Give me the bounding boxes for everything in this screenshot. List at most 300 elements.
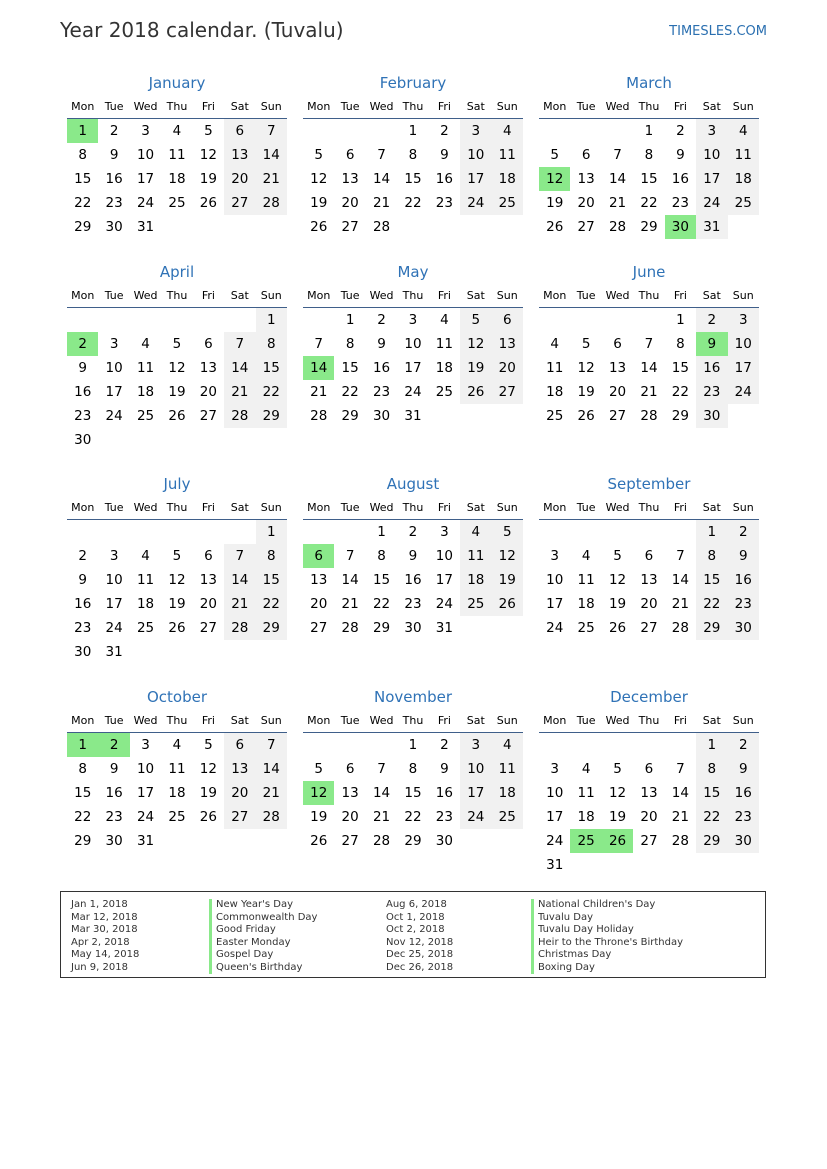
day-cell[interactable]: 19 <box>460 356 491 380</box>
day-cell[interactable]: 14 <box>256 143 287 167</box>
day-cell[interactable]: 15 <box>372 572 391 588</box>
day-cell[interactable]: 25 <box>435 384 453 400</box>
day-cell[interactable]: 14 <box>608 171 627 187</box>
day-cell[interactable]: 30 <box>74 644 92 660</box>
day-cell[interactable]: 30 <box>404 620 422 636</box>
day-cell[interactable]: 19 <box>310 809 328 825</box>
day-cell[interactable]: 26 <box>492 592 523 616</box>
day-cell[interactable]: 20 <box>199 596 217 612</box>
day-cell[interactable]: 9 <box>408 548 418 564</box>
day-cell[interactable]: 16 <box>74 384 92 400</box>
day-cell[interactable]: 2 <box>109 123 119 139</box>
day-cell[interactable]: 14 <box>640 360 658 376</box>
day-cell[interactable]: 20 <box>640 809 658 825</box>
day-cell[interactable]: 7 <box>377 147 386 163</box>
day-cell[interactable]: 19 <box>608 596 627 612</box>
day-cell[interactable]: 15 <box>404 171 422 187</box>
day-cell[interactable]: 29 <box>640 219 658 235</box>
day-cell[interactable]: 25 <box>136 620 155 636</box>
day-cell[interactable]: 10 <box>404 336 422 352</box>
day-cell[interactable]: 20 <box>224 781 255 805</box>
day-cell[interactable]: 27 <box>199 620 217 636</box>
day-cell[interactable]: 6 <box>581 147 591 163</box>
day-cell[interactable]: 12 <box>168 572 186 588</box>
holiday-day-cell[interactable]: 9 <box>696 332 727 356</box>
day-cell[interactable]: 18 <box>435 360 453 376</box>
day-cell[interactable]: 8 <box>408 147 418 163</box>
day-cell[interactable]: 11 <box>136 360 155 376</box>
day-cell[interactable]: 5 <box>460 308 491 332</box>
day-cell[interactable]: 3 <box>408 312 418 328</box>
day-cell[interactable]: 31 <box>696 215 727 239</box>
day-cell[interactable]: 28 <box>372 219 391 235</box>
day-cell[interactable]: 2 <box>728 733 759 757</box>
day-cell[interactable]: 28 <box>224 404 255 428</box>
day-cell[interactable]: 19 <box>577 384 595 400</box>
day-cell[interactable]: 30 <box>435 833 453 849</box>
day-cell[interactable]: 17 <box>105 596 123 612</box>
day-cell[interactable]: 13 <box>341 171 359 187</box>
day-cell[interactable]: 25 <box>728 191 759 215</box>
day-cell[interactable]: 30 <box>105 219 123 235</box>
day-cell[interactable]: 4 <box>581 761 591 777</box>
holiday-day-cell[interactable]: 2 <box>98 733 129 757</box>
day-cell[interactable]: 4 <box>172 737 182 753</box>
day-cell[interactable]: 23 <box>404 596 422 612</box>
day-cell[interactable]: 15 <box>256 356 287 380</box>
day-cell[interactable]: 20 <box>341 195 359 211</box>
day-cell[interactable]: 27 <box>199 408 217 424</box>
day-cell[interactable]: 13 <box>640 785 658 801</box>
day-cell[interactable]: 8 <box>696 757 727 781</box>
day-cell[interactable]: 23 <box>435 195 453 211</box>
day-cell[interactable]: 29 <box>256 616 287 640</box>
day-cell[interactable]: 6 <box>345 147 355 163</box>
day-cell[interactable]: 30 <box>105 833 123 849</box>
day-cell[interactable]: 9 <box>728 544 759 568</box>
day-cell[interactable]: 12 <box>199 147 217 163</box>
day-cell[interactable]: 17 <box>435 572 453 588</box>
day-cell[interactable]: 14 <box>671 572 689 588</box>
day-cell[interactable]: 12 <box>577 360 595 376</box>
day-cell[interactable]: 12 <box>460 332 491 356</box>
day-cell[interactable]: 3 <box>141 737 150 753</box>
day-cell[interactable]: 13 <box>199 360 217 376</box>
day-cell[interactable]: 29 <box>372 620 391 636</box>
day-cell[interactable]: 4 <box>492 119 523 143</box>
day-cell[interactable]: 16 <box>105 785 123 801</box>
day-cell[interactable]: 22 <box>404 195 422 211</box>
day-cell[interactable]: 1 <box>696 733 727 757</box>
day-cell[interactable]: 6 <box>204 336 213 352</box>
day-cell[interactable]: 10 <box>460 143 491 167</box>
day-cell[interactable]: 18 <box>136 384 155 400</box>
day-cell[interactable]: 10 <box>460 757 491 781</box>
holiday-day-cell[interactable]: 12 <box>539 167 570 191</box>
day-cell[interactable]: 3 <box>109 336 119 352</box>
day-cell[interactable]: 5 <box>314 147 323 163</box>
day-cell[interactable]: 29 <box>74 833 92 849</box>
holiday-day-cell[interactable]: 14 <box>303 356 334 380</box>
day-cell[interactable]: 25 <box>546 408 564 424</box>
day-cell[interactable]: 11 <box>136 572 155 588</box>
day-cell[interactable]: 30 <box>696 404 727 428</box>
day-cell[interactable]: 16 <box>404 572 422 588</box>
day-cell[interactable]: 11 <box>492 757 523 781</box>
day-cell[interactable]: 7 <box>224 544 255 568</box>
day-cell[interactable]: 10 <box>696 143 727 167</box>
day-cell[interactable]: 6 <box>644 761 654 777</box>
day-cell[interactable]: 12 <box>310 171 328 187</box>
day-cell[interactable]: 22 <box>74 809 92 825</box>
day-cell[interactable]: 25 <box>136 408 155 424</box>
day-cell[interactable]: 18 <box>546 384 564 400</box>
day-cell[interactable]: 29 <box>341 408 359 424</box>
day-cell[interactable]: 21 <box>671 596 689 612</box>
day-cell[interactable]: 2 <box>78 548 87 564</box>
day-cell[interactable]: 25 <box>168 809 186 825</box>
day-cell[interactable]: 27 <box>224 191 255 215</box>
day-cell[interactable]: 30 <box>372 408 391 424</box>
day-cell[interactable]: 24 <box>546 620 564 636</box>
day-cell[interactable]: 24 <box>460 805 491 829</box>
day-cell[interactable]: 3 <box>460 733 491 757</box>
day-cell[interactable]: 25 <box>168 195 186 211</box>
day-cell[interactable]: 19 <box>199 171 217 187</box>
day-cell[interactable]: 24 <box>136 195 155 211</box>
holiday-day-cell[interactable]: 6 <box>303 544 334 568</box>
day-cell[interactable]: 8 <box>644 147 654 163</box>
day-cell[interactable]: 27 <box>577 219 595 235</box>
day-cell[interactable]: 31 <box>546 857 564 873</box>
day-cell[interactable]: 2 <box>408 524 418 540</box>
day-cell[interactable]: 20 <box>341 809 359 825</box>
day-cell[interactable]: 23 <box>728 805 759 829</box>
day-cell[interactable]: 4 <box>492 733 523 757</box>
day-cell[interactable]: 19 <box>608 809 627 825</box>
day-cell[interactable]: 2 <box>377 312 386 328</box>
day-cell[interactable]: 23 <box>105 809 123 825</box>
day-cell[interactable]: 28 <box>671 620 689 636</box>
day-cell[interactable]: 4 <box>172 123 182 139</box>
day-cell[interactable]: 7 <box>613 147 622 163</box>
day-cell[interactable]: 6 <box>644 548 654 564</box>
day-cell[interactable]: 14 <box>224 356 255 380</box>
day-cell[interactable]: 21 <box>256 781 287 805</box>
day-cell[interactable]: 29 <box>696 616 727 640</box>
day-cell[interactable]: 1 <box>345 312 355 328</box>
day-cell[interactable]: 5 <box>204 737 213 753</box>
day-cell[interactable]: 13 <box>640 572 658 588</box>
day-cell[interactable]: 4 <box>141 548 150 564</box>
holiday-day-cell[interactable]: 26 <box>602 829 633 853</box>
day-cell[interactable]: 10 <box>546 785 564 801</box>
day-cell[interactable]: 28 <box>372 833 391 849</box>
day-cell[interactable]: 18 <box>728 167 759 191</box>
day-cell[interactable]: 15 <box>696 568 727 592</box>
day-cell[interactable]: 18 <box>168 785 186 801</box>
day-cell[interactable]: 21 <box>671 809 689 825</box>
day-cell[interactable]: 31 <box>136 833 155 849</box>
day-cell[interactable]: 16 <box>671 171 689 187</box>
day-cell[interactable]: 3 <box>696 119 727 143</box>
day-cell[interactable]: 10 <box>136 761 155 777</box>
day-cell[interactable]: 21 <box>341 596 359 612</box>
day-cell[interactable]: 10 <box>435 548 453 564</box>
day-cell[interactable]: 5 <box>172 336 182 352</box>
day-cell[interactable]: 26 <box>168 408 186 424</box>
day-cell[interactable]: 2 <box>676 123 685 139</box>
day-cell[interactable]: 10 <box>105 360 123 376</box>
day-cell[interactable]: 9 <box>109 147 119 163</box>
day-cell[interactable]: 8 <box>345 336 355 352</box>
day-cell[interactable]: 24 <box>105 408 123 424</box>
day-cell[interactable]: 26 <box>199 195 217 211</box>
day-cell[interactable]: 24 <box>460 191 491 215</box>
day-cell[interactable]: 28 <box>224 616 255 640</box>
day-cell[interactable]: 21 <box>224 592 255 616</box>
day-cell[interactable]: 16 <box>435 785 453 801</box>
holiday-day-cell[interactable]: 1 <box>67 733 98 757</box>
day-cell[interactable]: 22 <box>74 195 92 211</box>
day-cell[interactable]: 13 <box>224 143 255 167</box>
day-cell[interactable]: 18 <box>168 171 186 187</box>
day-cell[interactable]: 23 <box>372 384 391 400</box>
day-cell[interactable]: 22 <box>341 384 359 400</box>
day-cell[interactable]: 6 <box>492 308 523 332</box>
day-cell[interactable]: 17 <box>404 360 422 376</box>
day-cell[interactable]: 9 <box>676 147 685 163</box>
day-cell[interactable]: 1 <box>408 737 418 753</box>
day-cell[interactable]: 17 <box>728 356 759 380</box>
day-cell[interactable]: 6 <box>224 733 255 757</box>
day-cell[interactable]: 18 <box>577 596 595 612</box>
day-cell[interactable]: 21 <box>640 384 658 400</box>
holiday-day-cell[interactable]: 1 <box>67 119 98 143</box>
day-cell[interactable]: 17 <box>546 596 564 612</box>
day-cell[interactable]: 27 <box>341 219 359 235</box>
holiday-day-cell[interactable]: 30 <box>665 215 696 239</box>
day-cell[interactable]: 15 <box>404 785 422 801</box>
day-cell[interactable]: 23 <box>105 195 123 211</box>
day-cell[interactable]: 11 <box>546 360 564 376</box>
day-cell[interactable]: 27 <box>492 380 523 404</box>
day-cell[interactable]: 17 <box>136 785 155 801</box>
day-cell[interactable]: 22 <box>256 380 287 404</box>
day-cell[interactable]: 25 <box>492 805 523 829</box>
day-cell[interactable]: 5 <box>613 548 622 564</box>
day-cell[interactable]: 16 <box>372 360 391 376</box>
day-cell[interactable]: 22 <box>696 592 727 616</box>
day-cell[interactable]: 19 <box>546 195 564 211</box>
day-cell[interactable]: 8 <box>377 548 386 564</box>
day-cell[interactable]: 11 <box>435 336 453 352</box>
day-cell[interactable]: 17 <box>696 167 727 191</box>
day-cell[interactable]: 30 <box>728 616 759 640</box>
day-cell[interactable]: 31 <box>136 219 155 235</box>
day-cell[interactable]: 3 <box>550 548 559 564</box>
day-cell[interactable]: 2 <box>696 308 727 332</box>
day-cell[interactable]: 28 <box>256 191 287 215</box>
day-cell[interactable]: 19 <box>168 384 186 400</box>
day-cell[interactable]: 3 <box>440 524 449 540</box>
day-cell[interactable]: 8 <box>256 544 287 568</box>
day-cell[interactable]: 1 <box>696 520 727 544</box>
day-cell[interactable]: 24 <box>136 809 155 825</box>
day-cell[interactable]: 28 <box>671 833 689 849</box>
day-cell[interactable]: 1 <box>377 524 386 540</box>
day-cell[interactable]: 22 <box>671 384 689 400</box>
day-cell[interactable]: 6 <box>613 336 622 352</box>
day-cell[interactable]: 8 <box>676 336 685 352</box>
day-cell[interactable]: 18 <box>136 596 155 612</box>
day-cell[interactable]: 5 <box>492 520 523 544</box>
day-cell[interactable]: 3 <box>141 123 150 139</box>
day-cell[interactable]: 7 <box>377 761 386 777</box>
day-cell[interactable]: 8 <box>256 332 287 356</box>
day-cell[interactable]: 18 <box>460 568 491 592</box>
day-cell[interactable]: 11 <box>168 761 186 777</box>
day-cell[interactable]: 19 <box>168 596 186 612</box>
day-cell[interactable]: 9 <box>728 757 759 781</box>
day-cell[interactable]: 19 <box>199 785 217 801</box>
day-cell[interactable]: 12 <box>608 785 627 801</box>
day-cell[interactable]: 22 <box>404 809 422 825</box>
day-cell[interactable]: 3 <box>550 761 559 777</box>
day-cell[interactable]: 7 <box>224 332 255 356</box>
day-cell[interactable]: 12 <box>199 761 217 777</box>
day-cell[interactable]: 9 <box>377 336 386 352</box>
holiday-day-cell[interactable]: 25 <box>570 829 601 853</box>
day-cell[interactable]: 11 <box>577 785 595 801</box>
day-cell[interactable]: 20 <box>640 596 658 612</box>
day-cell[interactable]: 18 <box>577 809 595 825</box>
day-cell[interactable]: 18 <box>492 167 523 191</box>
day-cell[interactable]: 7 <box>676 548 685 564</box>
day-cell[interactable]: 9 <box>78 360 87 376</box>
day-cell[interactable]: 11 <box>492 143 523 167</box>
day-cell[interactable]: 26 <box>168 620 186 636</box>
day-cell[interactable]: 28 <box>640 408 658 424</box>
day-cell[interactable]: 22 <box>696 805 727 829</box>
holiday-day-cell[interactable]: 2 <box>67 332 98 356</box>
day-cell[interactable]: 3 <box>460 119 491 143</box>
day-cell[interactable]: 28 <box>608 219 627 235</box>
day-cell[interactable]: 24 <box>435 596 453 612</box>
day-cell[interactable]: 9 <box>440 147 449 163</box>
day-cell[interactable]: 5 <box>613 761 622 777</box>
day-cell[interactable]: 17 <box>460 781 491 805</box>
day-cell[interactable]: 5 <box>172 548 182 564</box>
day-cell[interactable]: 16 <box>728 568 759 592</box>
day-cell[interactable]: 20 <box>608 384 627 400</box>
day-cell[interactable]: 12 <box>492 544 523 568</box>
day-cell[interactable]: 13 <box>492 332 523 356</box>
day-cell[interactable]: 28 <box>256 805 287 829</box>
day-cell[interactable]: 5 <box>204 123 213 139</box>
day-cell[interactable]: 10 <box>546 572 564 588</box>
day-cell[interactable]: 14 <box>671 785 689 801</box>
day-cell[interactable]: 20 <box>224 167 255 191</box>
day-cell[interactable]: 21 <box>372 195 391 211</box>
day-cell[interactable]: 16 <box>435 171 453 187</box>
day-cell[interactable]: 11 <box>577 572 595 588</box>
day-cell[interactable]: 23 <box>671 195 689 211</box>
day-cell[interactable]: 14 <box>372 171 391 187</box>
day-cell[interactable]: 16 <box>105 171 123 187</box>
day-cell[interactable]: 27 <box>341 833 359 849</box>
day-cell[interactable]: 13 <box>341 785 359 801</box>
day-cell[interactable]: 10 <box>728 332 759 356</box>
day-cell[interactable]: 11 <box>728 143 759 167</box>
day-cell[interactable]: 15 <box>74 171 92 187</box>
day-cell[interactable]: 13 <box>224 757 255 781</box>
day-cell[interactable]: 17 <box>460 167 491 191</box>
day-cell[interactable]: 5 <box>550 147 559 163</box>
day-cell[interactable]: 4 <box>440 312 449 328</box>
day-cell[interactable]: 4 <box>728 119 759 143</box>
day-cell[interactable]: 26 <box>577 408 595 424</box>
day-cell[interactable]: 6 <box>204 548 213 564</box>
day-cell[interactable]: 23 <box>435 809 453 825</box>
day-cell[interactable]: 4 <box>460 520 491 544</box>
day-cell[interactable]: 27 <box>310 620 328 636</box>
day-cell[interactable]: 1 <box>644 123 654 139</box>
day-cell[interactable]: 30 <box>74 432 92 448</box>
day-cell[interactable]: 7 <box>345 548 355 564</box>
day-cell[interactable]: 16 <box>728 781 759 805</box>
day-cell[interactable]: 18 <box>492 781 523 805</box>
day-cell[interactable]: 20 <box>310 596 328 612</box>
day-cell[interactable]: 27 <box>640 620 658 636</box>
day-cell[interactable]: 7 <box>676 761 685 777</box>
day-cell[interactable]: 29 <box>74 219 92 235</box>
day-cell[interactable]: 23 <box>74 408 92 424</box>
day-cell[interactable]: 26 <box>199 809 217 825</box>
day-cell[interactable]: 27 <box>224 805 255 829</box>
day-cell[interactable]: 25 <box>460 592 491 616</box>
day-cell[interactable]: 22 <box>256 592 287 616</box>
day-cell[interactable]: 2 <box>440 123 449 139</box>
site-link[interactable]: TIMESLES.COM <box>669 24 767 39</box>
day-cell[interactable]: 12 <box>608 572 627 588</box>
day-cell[interactable]: 14 <box>256 757 287 781</box>
day-cell[interactable]: 15 <box>341 360 359 376</box>
day-cell[interactable]: 9 <box>109 761 119 777</box>
day-cell[interactable]: 26 <box>460 380 491 404</box>
day-cell[interactable]: 9 <box>440 761 449 777</box>
day-cell[interactable]: 14 <box>224 568 255 592</box>
day-cell[interactable]: 20 <box>492 356 523 380</box>
day-cell[interactable]: 12 <box>168 360 186 376</box>
day-cell[interactable]: 28 <box>310 408 328 424</box>
day-cell[interactable]: 15 <box>696 781 727 805</box>
day-cell[interactable]: 4 <box>550 336 559 352</box>
day-cell[interactable]: 3 <box>728 308 759 332</box>
day-cell[interactable]: 11 <box>460 544 491 568</box>
day-cell[interactable]: 4 <box>581 548 591 564</box>
day-cell[interactable]: 14 <box>341 572 359 588</box>
day-cell[interactable]: 24 <box>696 191 727 215</box>
day-cell[interactable]: 8 <box>408 761 418 777</box>
day-cell[interactable]: 1 <box>256 308 287 332</box>
day-cell[interactable]: 29 <box>256 404 287 428</box>
day-cell[interactable]: 13 <box>577 171 595 187</box>
day-cell[interactable]: 22 <box>640 195 658 211</box>
day-cell[interactable]: 13 <box>310 572 328 588</box>
day-cell[interactable]: 16 <box>74 596 92 612</box>
day-cell[interactable]: 25 <box>492 191 523 215</box>
